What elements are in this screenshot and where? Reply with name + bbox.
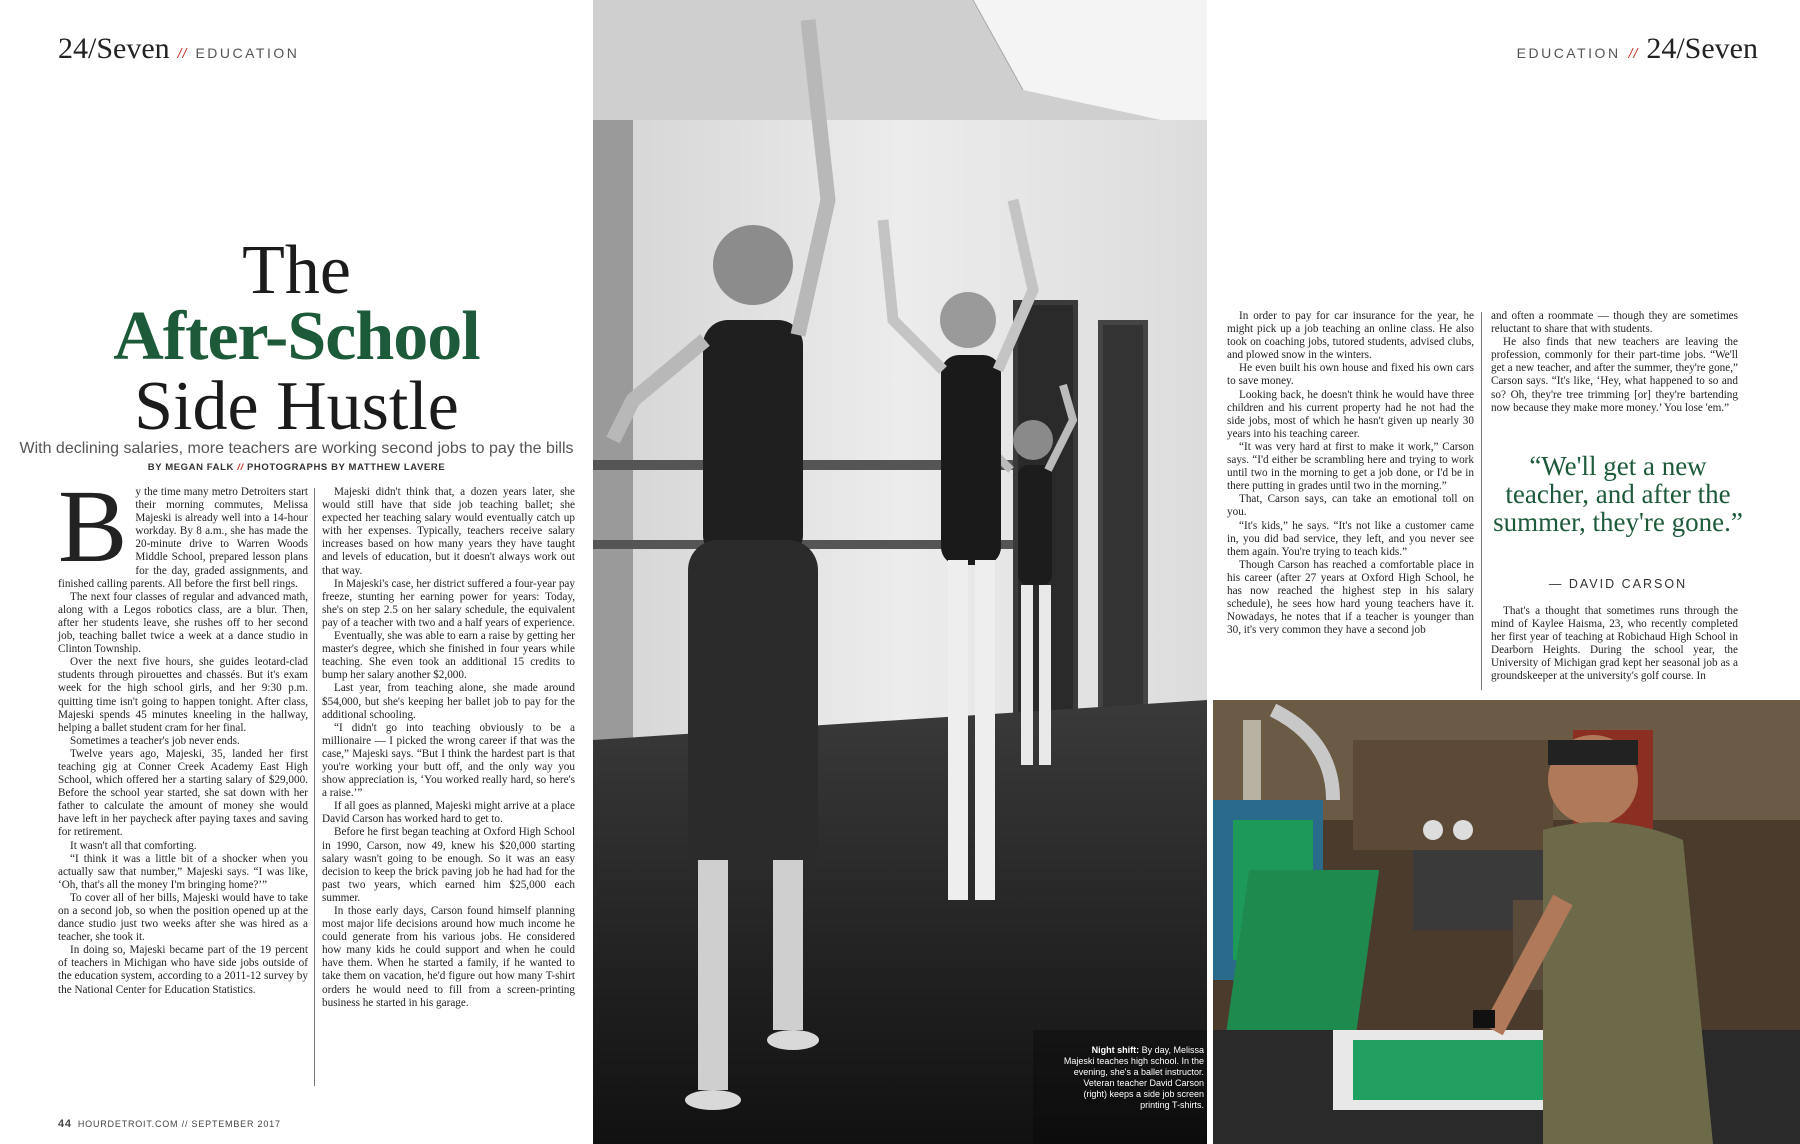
paragraph: If all goes as planned, Majeski might arrive at a place David Carson has worked hard to get to.: [322, 800, 575, 826]
page-number: 44: [58, 1118, 72, 1130]
paragraph: Looking back, he doesn't think he would have three children and his current property had he not had the side jobs, most of which he hasn't given up nearly 30 years into his teaching career.: [1227, 388, 1474, 440]
paragraph: Before he first began teaching at Oxford High School in 1990, Carson, now 49, knew his $20,000 starting salary wasn't going to be enough. So it was an easy decision to keep the brick paving job he had had for the past two years, which earned him $25,000 each summer.: [322, 826, 575, 904]
section-label: EDUCATION: [1516, 45, 1621, 61]
drop-cap: B: [58, 469, 128, 584]
page-footer: [58, 1118, 281, 1130]
subheadline: With declining salaries, more teachers are working second jobs to pay the bills: [19, 440, 574, 457]
paragraph: Eventually, she was able to earn a raise by getting her master's degree, which she finished in four years while teaching. She even took an additional 15 credits to bump her salary another $2,000.: [322, 630, 575, 682]
paragraph: He also finds that new teachers are leaving the profession, commonly for their part-time jobs. “We'll get a new teacher, and after the summer, they're gone,” Carson says. “It's like, ‘Hey, what happened to so and so? Oh, they're tree trimming [or] they're bartending now because they make more money.’ You lose 'em.”: [1491, 336, 1738, 414]
screen-printing-photo: [1213, 700, 1800, 1144]
paragraph: Over the next five hours, she guides leotard-clad students through pirouettes and chassés. But it's exam week for the high school girls, and her 9:30 p.m. quitting time isn't going to happen tonight. After class, Majeski spends 45 minutes kneeling in the hallway, helping a ballet student cram for her final.: [58, 656, 308, 734]
pull-quote: “We'll get a new teacher, and after the summer, they're gone.”: [1493, 451, 1743, 537]
article-column-4: [1491, 310, 1738, 415]
paragraph: The next four classes of regular and advanced math, along with a Legos robotics class, are a blur. Then, after her students leave, she rushes off to her second job, teaching ballet twice a week at a dance studio in Clinton Township.: [58, 590, 308, 656]
left-page: [0, 0, 593, 1144]
article-column-3: [1227, 310, 1474, 637]
headline: [0, 232, 593, 445]
article-column-1: [58, 469, 308, 997]
left-running-head: [58, 32, 299, 66]
paragraph: y the time many metro Detroiters start their morning commutes, Melissa Majeski is already well into a 14-hour workday. By 8 a.m., she has made the 20-minute drive to Warren Woods Middle School, prepared lesson plans for the day, graded assignments, and finished calling parents. All before the first bell rings.: [58, 486, 308, 590]
paragraph: It wasn't all that comforting.: [70, 839, 197, 852]
author-credit: BY MEGAN FALK: [147, 462, 235, 473]
byline-separator: //: [237, 462, 244, 473]
right-running-head: [1517, 32, 1758, 66]
section-label: EDUCATION: [195, 45, 300, 61]
paragraph: “It was very hard at first to make it work,” Carson says. “I'd either be scrambling here and trying to work until two in the morning to get a job done, or I'd be in there putting in grades until two in the morning.”: [1227, 440, 1474, 493]
paragraph: To cover all of her bills, Majeski would have to take on a second job, so when the position opened up at the dance studio just two weeks after she was hired as a teacher, she took it.: [58, 891, 308, 944]
paragraph: In order to pay for car insurance for the year, he might pick up a job teaching an online class. He also took on coaching jobs, tutored students, advised clubs, and plowed snow in the winters.: [1227, 310, 1474, 362]
paragraph: In those early days, Carson found himself planning most major life decisions around how much income he could generate from his various jobs. He considered how many kids he could support and when he could have them. When he started a family, if he wanted to take them on vacation, he'd figure out how many T-shirt orders he would need to fill from a screen-printing business he started in his garage.: [322, 905, 575, 1009]
paragraph: In Majeski's case, her district suffered a four-year pay freeze, stunting her earning power for years: Today, she's on step 2.5 on her salary schedule, the equivalent pay of a teacher with two and a half years of experience.: [322, 577, 575, 629]
headline-line-1: The: [242, 232, 351, 309]
separator: //: [177, 45, 188, 61]
paragraph: In doing so, Majeski became part of the 19 percent of teachers in Michigan who have side jobs outside of the education system, according to a 2011-12 survey by the National Center for Education Statistics.: [58, 944, 308, 996]
paragraph: That's a thought that sometimes runs through the mind of Kaylee Haisma, 23, who recently completed her first year of teaching at Robichaud High School in Dearborn Heights. During the school year, the University of Michigan grad kept her seasonal job as a groundskeeper at the university's golf course. In: [1491, 605, 1738, 683]
headline-line-2: After-School: [113, 298, 480, 375]
photo-credit: PHOTOGRAPHS BY MATTHEW LAVERE: [247, 462, 446, 473]
paragraph: That, Carson says, can take an emotional toll on you.: [1227, 493, 1474, 519]
separator: //: [1628, 45, 1639, 61]
column-rule: [1481, 312, 1482, 690]
ballet-class-photo: [593, 0, 1207, 1144]
paragraph: “I didn't go into teaching obviously to be a millionaire — I picked the wrong career if that was the case,” Majeski says. “But I think the hardest part is that you're working your butt off, and the only way you show appreciation is, ‘You worked really hard, so here's a raise.’”: [322, 721, 575, 800]
caption-lead: Night shift:: [1091, 1045, 1140, 1055]
paragraph: “It's kids,” he says. “It's not like a customer came in, you did bad service, they left, and you never see them again. You're trying to teach kids.”: [1227, 519, 1474, 558]
article-column-4-continued: [1491, 605, 1738, 684]
column-rule: [314, 488, 315, 1086]
paragraph: and often a roommate — though they are sometimes reluctant to share that with students.: [1491, 310, 1738, 336]
paragraph: “I think it was a little bit of a shocker when you actually saw that number,” Majeski says. “I was like, ‘Oh, that's all the money I'm bringing home?’”: [58, 852, 308, 891]
brand-label: 24/Seven: [1646, 32, 1758, 65]
headline-line-3: Side Hustle: [134, 368, 459, 445]
caption-text: By day, Melissa Majeski teaches high school. In the evening, she's a ballet instructor. Veteran teacher David Carson (right) keeps a side job screen printing T-shirts.: [1063, 1045, 1204, 1110]
photo-caption: [1062, 1045, 1204, 1111]
paragraph: Though Carson has reached a comfortable place in his career (after 27 years at Oxford High School, he has now reached the highest step in his salary schedule), he sees how hard young teachers have it. Nowadays, he notes that if a teacher is younger than 30, it's very common they have a second job: [1227, 558, 1474, 637]
paragraph: He even built his own house and fixed his own cars to save money.: [1227, 362, 1474, 388]
brand-label: 24/Seven: [58, 32, 170, 65]
paragraph: Last year, from teaching alone, she made around $54,000, but she's keeping her ballet job to pay for the additional schooling.: [322, 682, 575, 721]
pull-quote-attribution: — DAVID CARSON: [1548, 577, 1688, 591]
footer-text: HOURDETROIT.COM // SEPTEMBER 2017: [77, 1119, 281, 1129]
article-column-2: [322, 486, 575, 1010]
paragraph: Twelve years ago, Majeski, 35, landed her first teaching gig at Conner Creek Academy East High School, which offered her a starting salary of $29,000. Before the school year started, she sat down with her father to calculate the amount of money she would have left in her paycheck after paying taxes and saving for retirement.: [58, 747, 308, 839]
paragraph: Sometimes a teacher's job never ends.: [70, 734, 240, 747]
paragraph: Majeski didn't think that, a dozen years later, she would still have that side job teaching ballet; she expected her teaching salary would eventually catch up with her expenses. Typically, teachers receive salary increases based on how many years they have taught and levels of education, but it doesn't always work out that way.: [322, 486, 575, 577]
